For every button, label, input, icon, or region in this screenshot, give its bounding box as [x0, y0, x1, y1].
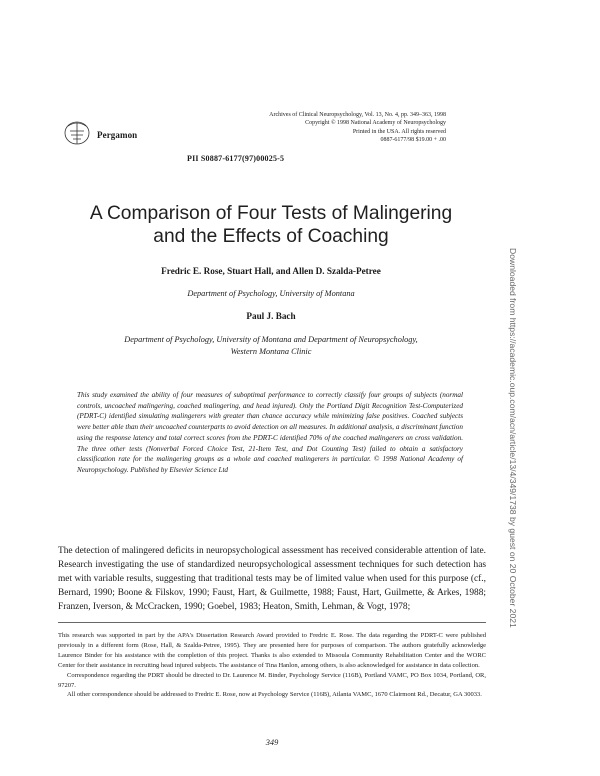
- publisher-logo: [60, 118, 94, 148]
- author-affiliation: Department of Psychology, University of Montana: [187, 289, 355, 298]
- affiliation-line: Department of Psychology, University of Montana and Department of Neuropsychology,: [124, 335, 418, 344]
- download-watermark: Downloaded from https://academic.oup.com/acn/article/13/4/349/1738 by guest on 20 October 2021: [508, 248, 518, 628]
- body-paragraph: The detection of malingered deficits in neuropsychological assessment has received considerable attention of late. Research investigating the use of standardized neuropsychological assessment techniques for such detection has met with variable results, suggesting that traditional tests may be of limited value when used for this purpose (cf., Bernard, 1990; Boone & Filskov, 1990; Faust, Hart, & Guilmette, 1988; Faust, Hart, Guilmette, & Arkes, 1988; Franzen, Iverson, & McCracken, 1990; Goebel, 1983; Heaton, Smith, Lehman, & Vogt, 1978;: [58, 546, 486, 613]
- affiliation-line: Western Montana Clinic: [230, 346, 312, 356]
- journal-citation: [190, 111, 446, 145]
- footnote-funding: This research was supported in part by the APA's Dissertation Research Award provided to Fredric E. Rose. The data regarding the PDRT-C were published previously in a different form (Rose, Hall, & Szalda-Petree, 1995). They are presented here for purposes of comparison. The authors gratefully acknowledge Laurence Binder for his assistance with the completion of this project. Thanks is also extended to Missoula Community Rehabilitation Center and the WORC Center for their assistance in recruiting head injured subjects. The assistance of Tina Hanlon, among others, is also acknowledged for assistance in data collection.: [58, 632, 486, 669]
- title-line: and the Effects of Coaching: [153, 226, 389, 247]
- footnote-correspondence-pdrt: Correspondence regarding the PDRT should be directed to Dr. Laurence M. Binder, Psychology Service (116B), Portland VAMC, PO Box 1034, Portland, OR, 97207.: [58, 671, 486, 689]
- footnote-correspondence: All other correspondence should be addressed to Fredric E. Rose, now at Psychology Service (116B), Atlanta VAMC, 1670 Clairmont Rd., Decatur, GA 30033.: [67, 691, 482, 699]
- title-line: A Comparison of Four Tests of Malingering: [89, 203, 453, 224]
- abstract: This study examined the ability of four measures of suboptimal performance to correctly classify four groups of subjects (normal controls, uncoached malingering, coached malingering, and head injured). Only the Portland Digit Recognition Test-Computerized (PDRT-C) identified simulating malingerers with greater than chance accuracy while minimizing false positives. Coached subjects were better able than their uncoached counterparts to avoid detection on all measures. In additional analysis, a discriminant function using the response latency and total correct scores from the PDRT-C identified 70% of the coached malingerers on cross validation. The three other tests (Nonverbal Forced Choice Test, 21-Item Test, and Dot Counting Test) failed to obtain a satisfactory classification rate for the malingering groups as a whole and coached malingerers in particular. © 1998 National Academy of Neuropsychology. Published by Elsevier Science Ltd: [77, 391, 463, 474]
- journal-line: Archives of Clinical Neuropsychology, Vol. 13, No. 4, pp. 349–363, 1998: [269, 112, 446, 118]
- footnotes: [58, 631, 486, 700]
- page-number: 349: [265, 738, 279, 747]
- author-affiliation-second: [70, 334, 472, 357]
- article-title: [40, 202, 502, 248]
- publisher-name: Pergamon: [97, 130, 138, 140]
- author-list-second: Paul J. Bach: [246, 311, 296, 321]
- author-list: Fredric E. Rose, Stuart Hall, and Allen D. Szalda-Petree: [161, 266, 381, 276]
- journal-line: Copyright © 1998 National Academy of Neuropsychology: [305, 120, 446, 127]
- journal-line: 0887-6177/98 $19.00 + .00: [380, 137, 446, 144]
- footnote-divider: [58, 622, 486, 623]
- journal-line: Printed in the USA. All rights reserved: [352, 128, 446, 135]
- pii-identifier: PII S0887-6177(97)00025-5: [187, 154, 285, 163]
